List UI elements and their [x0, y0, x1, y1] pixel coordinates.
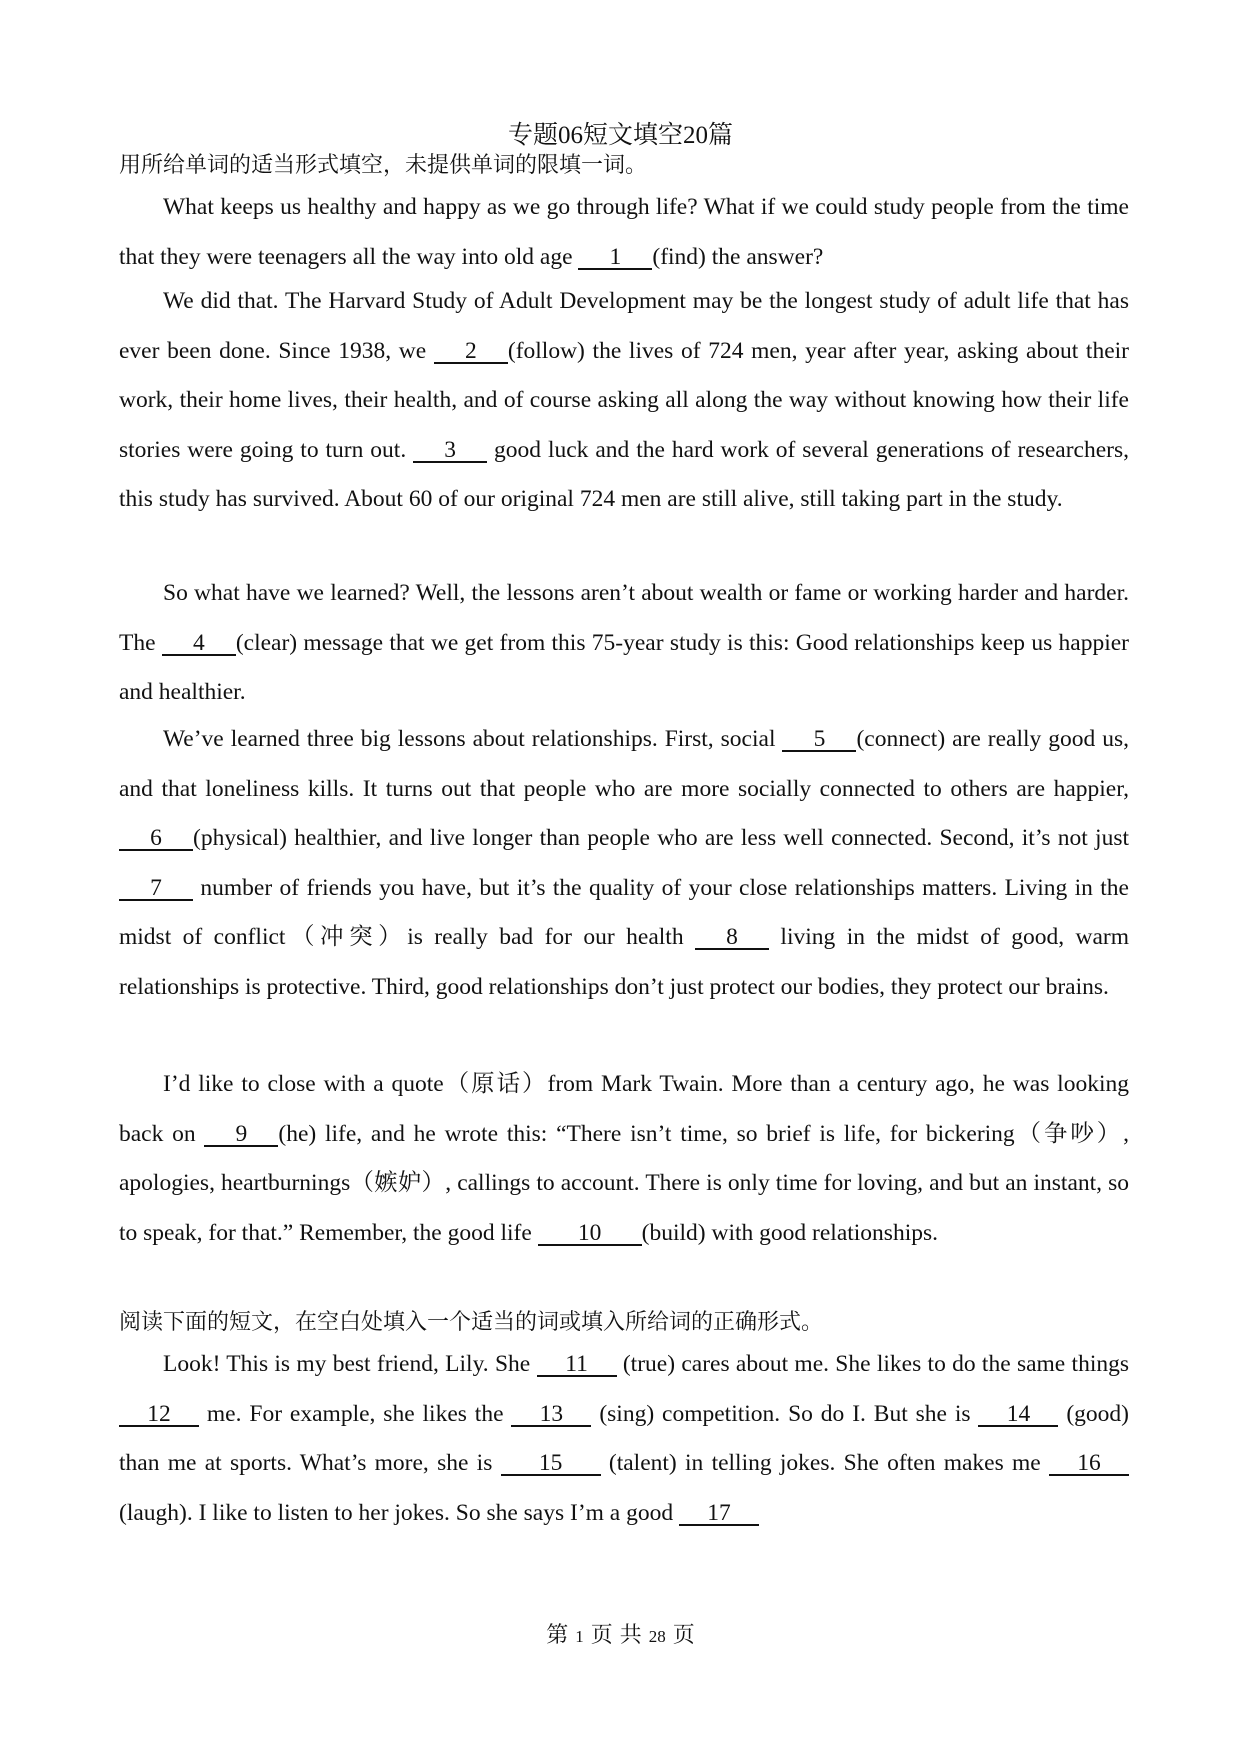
section1-paragraph-3: So what have we learned? Well, the lessons aren’t about wealth or fame or working harder and harder. The 4 (clear) message that we get from this 75-year study is this: Good relationships keep us happier and healthier.: [119, 580, 1129, 705]
blank-2: 2: [434, 340, 508, 364]
blank-10: 10: [538, 1222, 642, 1246]
blank-15: 15: [501, 1452, 601, 1476]
blank-16: 16: [1049, 1452, 1129, 1476]
blank-13: 13: [511, 1403, 591, 1427]
blank-1: 1: [578, 246, 652, 270]
section1-paragraph-1: What keeps us healthy and happy as we go through life? What if we could study people from the time that they were teenagers all the way into old age 1 (find) the answer?: [119, 194, 1129, 270]
blank-5: 5: [782, 728, 856, 752]
blank-17: 17: [679, 1502, 759, 1526]
section2-paragraph-1: Look! This is my best friend, Lily. She 11 (true) cares about me. She likes to do the same things 12 me. For example, she likes the 13 (sing) competition. So do I. But she is 14 (good) than me at sports. What’s more, she is 15 (talent) in telling jokes. She often makes me 16 (laugh). I like to listen to her jokes. So she says I’m a good 17: [119, 1351, 1130, 1526]
blank-4: 4: [162, 632, 236, 656]
blank-9: 9: [204, 1123, 278, 1147]
section1-paragraph-4: We’ve learned three big lessons about relationships. First, social 5 (connect) are really good us, and that loneliness kills. It turns out that people who are more socially connected to others are happier, 6 (physical) healthier, and live longer than people who are less well connected. Second, it’s not just 7 number of friends you have, but it’s the quality of your close relationships matters. Living in the midst of conflict（冲突）is really bad for our health 8 living in the midst of good, warm relationships is protective. Third, good relationships don’t just protect our bodies, they protect our brains.: [119, 726, 1130, 1000]
section1-paragraph-2: We did that. The Harvard Study of Adult Development may be the longest study of adult life that has ever been done. Since 1938, we 2 (follow) the lives of 724 men, year after year, asking about their work, their home lives, their health, and of course asking all along the way without knowing how their life stories were going to turn out. 3 good luck and the hard work of several generations of researchers, this study has survived. About 60 of our original 724 men are still alive, still taking part in the study.: [119, 288, 1129, 512]
page-number: 1: [575, 1627, 584, 1646]
blank-14: 14: [978, 1403, 1058, 1427]
section1-instruction: 用所给单词的适当形式填空，未提供单词的限填一词。: [119, 153, 648, 178]
blank-6: 6: [119, 827, 193, 851]
total-pages: 28: [648, 1627, 666, 1646]
section1-paragraph-5: I’d like to close with a quote（原话）from Mark Twain. More than a century ago, he was looking back on 9 (he) life, and he wrote this: “There isn’t time, so brief is life, for bickering（争吵）, apologies, heartburnings（嫉妒）, callings to account. There is only time for loving, and but an instant, so to speak, for that.” Remember, the good life 10 (build) with good relationships.: [119, 1071, 1129, 1246]
blank-7: 7: [119, 877, 193, 901]
document-title: 专题06短文填空20篇: [507, 122, 733, 149]
section2-instruction: 阅读下面的短文，在空白处填入一个适当的词或填入所给词的正确形式。: [119, 1310, 824, 1335]
page-footer: 第 1 页 共 28 页: [546, 1623, 695, 1648]
blank-8: 8: [695, 926, 769, 950]
blank-3: 3: [413, 439, 487, 463]
blank-11: 11: [537, 1353, 617, 1377]
blank-12: 12: [119, 1403, 199, 1427]
